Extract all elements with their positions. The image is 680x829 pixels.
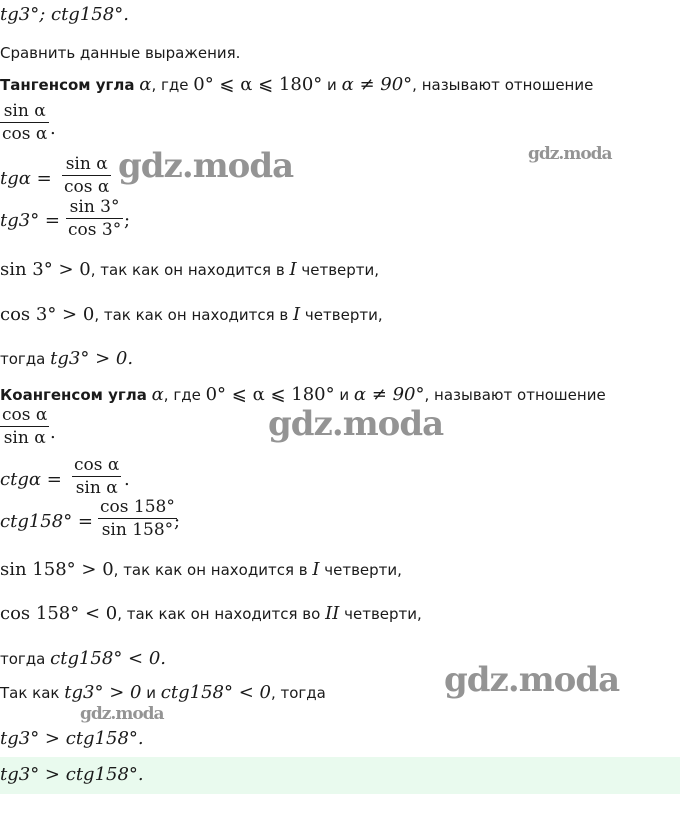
tan-formula-lhs: tgα =	[0, 168, 52, 189]
tan-formula-fraction: sin α cos α	[64, 154, 110, 197]
sin3-line: sin 3° > 0, так как он находится в I четверти,	[0, 259, 380, 280]
tg3-lhs: tg3° =	[0, 210, 61, 231]
cot-definition: Коангенсом угла α, где 0° ⩽ α ⩽ 180° и α ≠ 90°, называют отношение	[0, 384, 606, 405]
cos3-line: cos 3° > 0, так как он находится в I четверти,	[0, 304, 383, 325]
problem-statement	[0, 4, 129, 26]
watermark: gdz.moda	[118, 146, 294, 186]
ctg158-lhs: ctg158° =	[0, 511, 93, 532]
tan-definition: Тангенсом угла α, где 0° ⩽ α ⩽ 180° и α ≠ 90°, называют отношение	[0, 74, 594, 95]
result-line: tg3° > ctg158°.	[0, 728, 144, 749]
ctg158-conclusion: тогда ctg158° < 0.	[0, 648, 167, 669]
watermark: gdz.moda	[268, 404, 444, 444]
answer-line: tg3° > ctg158°.	[0, 764, 144, 785]
since-line: Так как tg3° > 0 и ctg158° < 0, тогда	[0, 682, 326, 703]
tan-def-fraction: sin α cos α	[2, 101, 48, 144]
cos158-line: cos 158° < 0, так как он находится во II четверти,	[0, 603, 422, 624]
tg3-fraction: sin 3° cos 3°	[68, 197, 122, 240]
cot-def-fraction: cos α sin α	[2, 405, 48, 448]
problem-expression: tg3°; ctg158°.	[0, 4, 129, 25]
ctg158-fraction: cos 158° sin 158°	[100, 497, 175, 540]
cot-formula-fraction: cos α sin α	[74, 455, 120, 498]
instruction: Сравнить данные выражения.	[0, 44, 241, 62]
sin158-line: sin 158° > 0, так как он находится в I четверти,	[0, 559, 402, 580]
watermark: gdz.moda	[80, 704, 164, 724]
watermark: gdz.moda	[528, 144, 612, 164]
tg3-conclusion: тогда tg3° > 0.	[0, 348, 134, 369]
cot-formula-lhs: ctgα =	[0, 469, 62, 490]
watermark: gdz.moda	[444, 660, 620, 700]
